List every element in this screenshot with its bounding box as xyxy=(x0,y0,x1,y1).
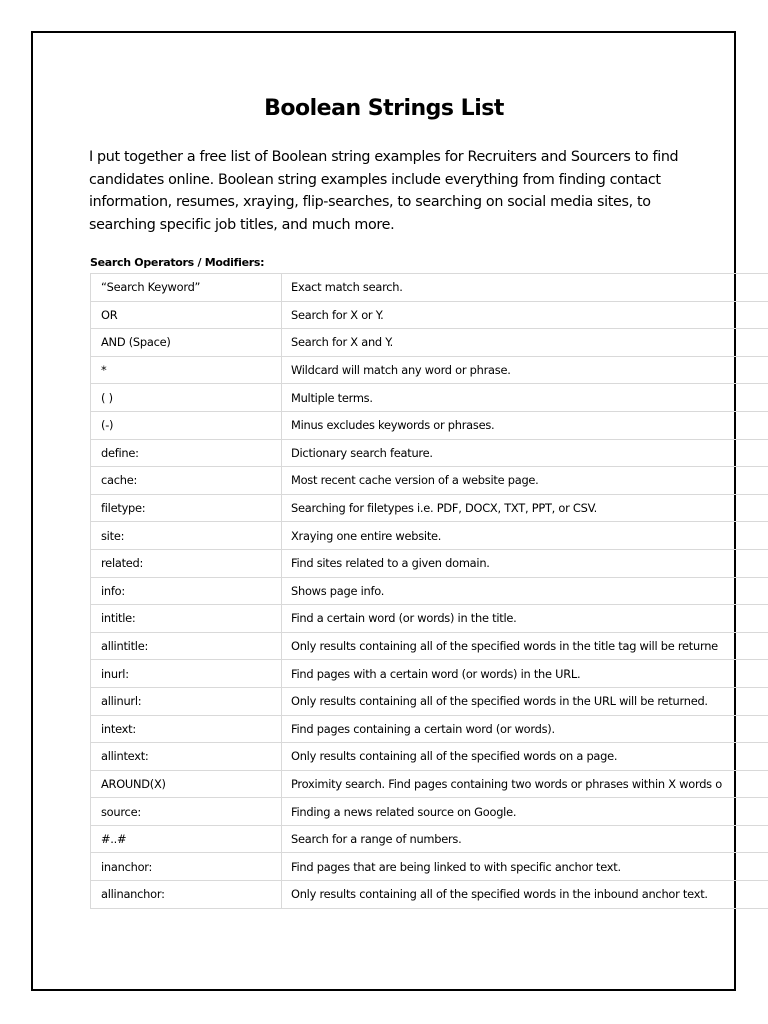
operators-table-body xyxy=(91,274,768,909)
operator-cell: inurl: xyxy=(91,660,282,688)
operators-table-wrapper xyxy=(90,273,768,909)
table-row xyxy=(91,853,768,881)
table-row xyxy=(91,825,768,853)
table-row xyxy=(91,522,768,550)
description-cell: Searching for filetypes i.e. PDF, DOCX, TXT, PPT, or CSV. xyxy=(282,494,768,522)
operator-cell: ( ) xyxy=(91,384,282,412)
operator-cell: source: xyxy=(91,798,282,826)
page-title: Boolean Strings List xyxy=(264,96,504,121)
table-row xyxy=(91,743,768,771)
operator-cell: allintext: xyxy=(91,743,282,771)
table-row xyxy=(91,687,768,715)
table-row xyxy=(91,467,768,495)
description-cell: Minus excludes keywords or phrases. xyxy=(282,411,768,439)
description-cell: Find sites related to a given domain. xyxy=(282,549,768,577)
operator-cell: (-) xyxy=(91,411,282,439)
operator-cell: * xyxy=(91,356,282,384)
table-row xyxy=(91,770,768,798)
operator-cell: intitle: xyxy=(91,605,282,633)
description-cell: Find pages that are being linked to with specific anchor text. xyxy=(282,853,768,881)
table-row xyxy=(91,494,768,522)
description-cell: Search for X or Y. xyxy=(282,301,768,329)
operator-cell: info: xyxy=(91,577,282,605)
table-row xyxy=(91,549,768,577)
table-row xyxy=(91,715,768,743)
table-row xyxy=(91,439,768,467)
description-cell: Xraying one entire website. xyxy=(282,522,768,550)
description-cell: Multiple terms. xyxy=(282,384,768,412)
description-cell: Find pages containing a certain word (or words). xyxy=(282,715,768,743)
table-row xyxy=(91,605,768,633)
table-row xyxy=(91,411,768,439)
operator-cell: related: xyxy=(91,549,282,577)
operator-cell: site: xyxy=(91,522,282,550)
operator-cell: AND (Space) xyxy=(91,329,282,357)
table-row xyxy=(91,301,768,329)
description-cell: Find a certain word (or words) in the title. xyxy=(282,605,768,633)
table-row xyxy=(91,798,768,826)
table-row xyxy=(91,577,768,605)
operator-cell: allinanchor: xyxy=(91,881,282,909)
description-cell: Only results containing all of the specified words in the inbound anchor text. xyxy=(282,881,768,909)
operator-cell: inanchor: xyxy=(91,853,282,881)
description-cell: Only results containing all of the specified words on a page. xyxy=(282,743,768,771)
description-cell: Shows page info. xyxy=(282,577,768,605)
operator-cell: allintitle: xyxy=(91,632,282,660)
operator-cell: filetype: xyxy=(91,494,282,522)
section-label: Search Operators / Modifiers: xyxy=(90,256,265,269)
table-row xyxy=(91,660,768,688)
description-cell: Most recent cache version of a website page. xyxy=(282,467,768,495)
operators-table xyxy=(90,273,768,909)
description-cell: Exact match search. xyxy=(282,274,768,302)
table-row xyxy=(91,329,768,357)
description-cell: Finding a news related source on Google. xyxy=(282,798,768,826)
description-cell: Find pages with a certain word (or words) in the URL. xyxy=(282,660,768,688)
description-cell: Search for a range of numbers. xyxy=(282,825,768,853)
operator-cell: AROUND(X) xyxy=(91,770,282,798)
description-cell: Wildcard will match any word or phrase. xyxy=(282,356,768,384)
description-cell: Search for X and Y. xyxy=(282,329,768,357)
operator-cell: OR xyxy=(91,301,282,329)
table-row xyxy=(91,632,768,660)
table-row xyxy=(91,881,768,909)
operator-cell: #..# xyxy=(91,825,282,853)
intro-paragraph: I put together a free list of Boolean string examples for Recruiters and Sourcers to find candidates online. Boolean string examples include everything from finding contact information, resumes, xraying, flip-searches, to searching on social media sites, to searching specific job titles, and much more. xyxy=(89,149,679,233)
table-row xyxy=(91,356,768,384)
operator-cell: intext: xyxy=(91,715,282,743)
operator-cell: define: xyxy=(91,439,282,467)
description-cell: Only results containing all of the specified words in the URL will be returned. xyxy=(282,687,768,715)
operator-cell: allinurl: xyxy=(91,687,282,715)
operator-cell: cache: xyxy=(91,467,282,495)
description-cell: Dictionary search feature. xyxy=(282,439,768,467)
operator-cell: “Search Keyword” xyxy=(91,274,282,302)
description-cell: Proximity search. Find pages containing two words or phrases within X words o xyxy=(282,770,768,798)
table-row xyxy=(91,274,768,302)
table-row xyxy=(91,384,768,412)
description-cell: Only results containing all of the specified words in the title tag will be returne xyxy=(282,632,768,660)
